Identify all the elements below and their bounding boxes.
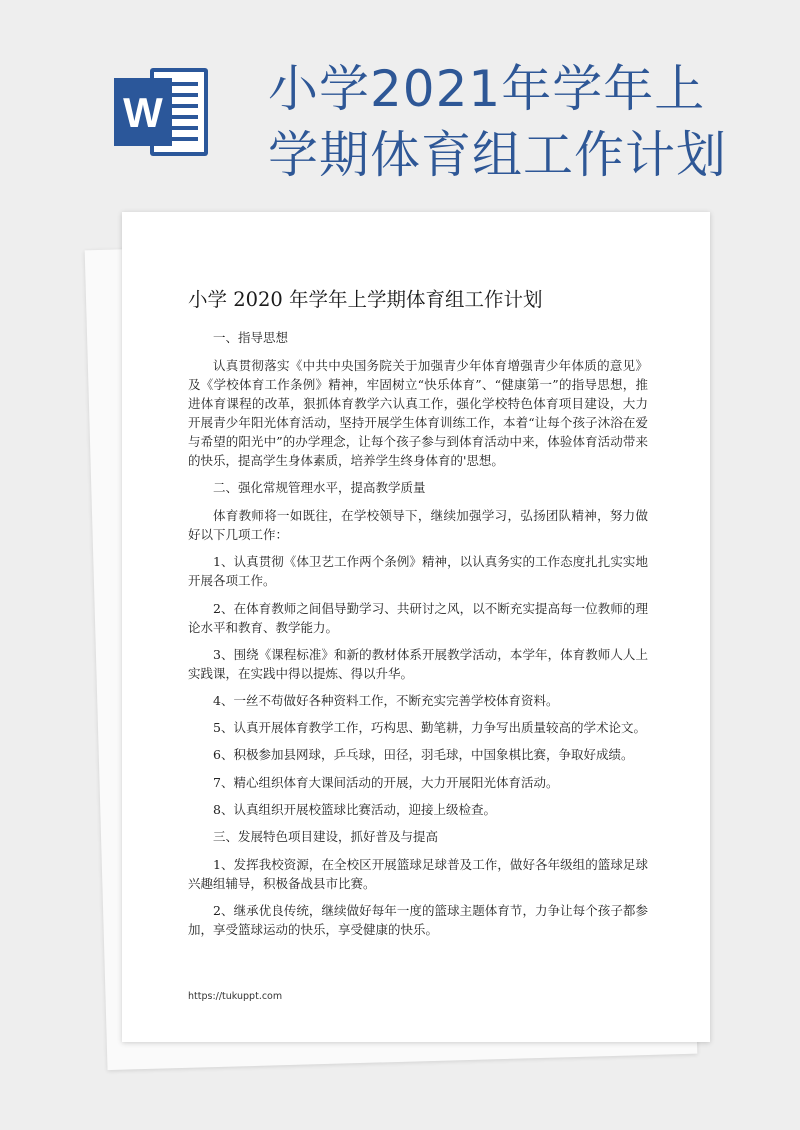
body-paragraph: 4、一丝不苟做好各种资料工作，不断充实完善学校体育资料。 (213, 692, 559, 708)
document-body (188, 328, 648, 947)
body-paragraph: 2、在体育教师之间倡导勤学习、共研讨之风，以不断充实提高每一位教师的理论水平和教育、教学能力。 (188, 600, 648, 635)
body-paragraph: 6、积极参加县网球，乒乓球，田径，羽毛球，中国象棋比赛，争取好成绩。 (213, 747, 634, 763)
document-page (122, 212, 710, 1042)
body-paragraph: 8、认真组织开展校篮球比赛活动，迎接上级检查。 (213, 801, 496, 817)
body-paragraph: 1、认真贯彻《体卫艺工作两个条例》精神，以认真务实的工作态度扎扎实实地开展各项工作。 (188, 554, 648, 589)
body-paragraph: 体育教师将一如既往，在学校领导下，继续加强学习，弘扬团队精神，努力做好以下几项工作： (188, 508, 648, 543)
body-paragraph: 5、认真开展体育教学工作，巧构思、勤笔耕，力争写出质量较高的学术论文。 (213, 720, 646, 736)
body-paragraph: 3、围绕《课程标准》和新的教材体系开展教学活动，本学年，体育教师人人上实践课，在实践中得以提炼、得以升华。 (188, 646, 648, 681)
body-paragraph: 2、继承优良传统，继续做好每年一度的篮球主题体育节，力争让每个孩子都参加，享受篮球运动的快乐，享受健康的快乐。 (188, 903, 648, 938)
banner-title-line2: 学期体育组工作计划 (268, 126, 727, 184)
section-heading: 二、强化常规管理水平，提高教学质量 (213, 480, 426, 496)
source-link[interactable]: https://tukuppt.com (188, 991, 283, 1002)
document-title: 小学 2020 年学年上学期体育组工作计划 (188, 288, 543, 311)
svg-text:W: W (123, 89, 163, 136)
banner-title (268, 56, 768, 188)
banner-title-line1: 小学2021年学年上 (268, 60, 706, 118)
body-paragraph: 认真贯彻落实《中共中央国务院关于加强青少年体育增强青少年体质的意见》及《学校体育工作条例》精神，牢固树立“快乐体育”、“健康第一”的指导思想，推进体育课程的改革，狠抓体育教学六认真工作，强化学校特色体育项目建设，大力开展青少年阳光体育活动，坚持开展学生体育训练工作，本着“让每个孩子沐浴在爱与希望的阳光中”的办学理念，让每个孩子参与到体育活动中来，体验体育活动带来的快乐，提高学生身体素质，培养学生终身体育的'思想。 (188, 358, 648, 468)
section-heading: 一、指导思想 (213, 330, 289, 345)
section-heading: 三、发展特色项目建设，抓好普及与提高 (213, 828, 439, 844)
body-paragraph: 7、精心组织体育大课间活动的开展，大力开展阳光体育活动。 (213, 774, 559, 790)
body-paragraph: 1、发挥我校资源，在全校区开展篮球足球普及工作，做好各年级组的篮球足球兴趣组辅导，积极备战县市比赛。 (188, 856, 648, 891)
word-document-icon (112, 62, 212, 162)
